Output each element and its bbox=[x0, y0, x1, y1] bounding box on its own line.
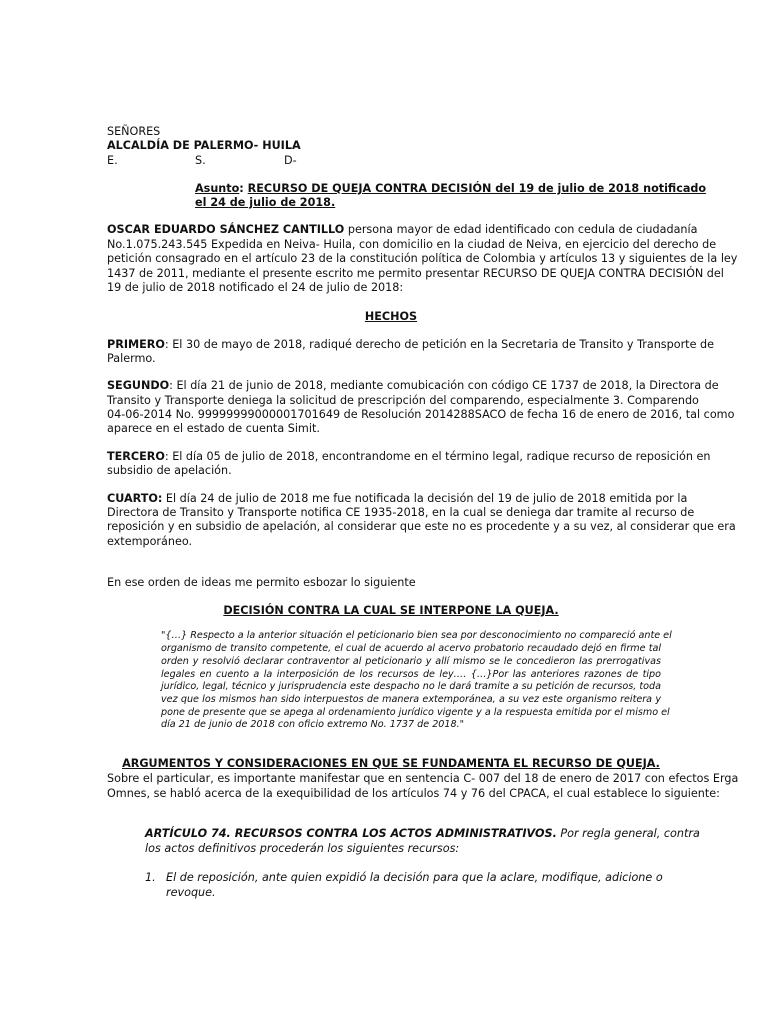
section-title-hechos: HECHOS bbox=[364, 310, 418, 323]
article-line-1: ARTÍCULO 74. RECURSOS CONTRA LOS ACTOS ADMINISTRATIVOS. Por regla general, contra bbox=[145, 827, 700, 840]
subject-line-2: el 24 de julio de 2018. bbox=[195, 196, 336, 209]
quote-line-5: jurídico, legal, técnico y jurisprudencia este despacho no le dará tramite a su petición de recursos, toda bbox=[161, 681, 661, 692]
segundo-line-3: 04-06-2014 No. 99999999000001701649 de Resolución 2014288SACO de fecha 16 de enero de 2016, tal como bbox=[107, 408, 735, 421]
esd-e: E. bbox=[107, 154, 118, 167]
subject-label: Asunto bbox=[195, 182, 240, 195]
intro-line-2: No.1.075.243.545 Expedida en Neiva- Huila, con domicilio en la ciudad de Neiva, en ejercicio del derecho de bbox=[107, 238, 717, 251]
section-title-argumentos: ARGUMENTOS Y CONSIDERACIONES EN QUE SE FUNDAMENTA EL RECURSO DE QUEJA. bbox=[122, 757, 660, 770]
argumentos-line-2: Omnes, se habló acerca de la exequibilidad de los artículos 74 y 76 del CPACA, el cual establece lo siguiente: bbox=[107, 787, 720, 800]
intro-line-4: 1437 de 2011, mediante el presente escrito me permito presentar RECURSO DE QUEJA CONTRA DECISIÓN del bbox=[107, 267, 724, 280]
transition-sentence: En ese orden de ideas me permito esbozar lo siguiente bbox=[107, 576, 416, 589]
salutation: SEÑORES bbox=[107, 125, 161, 138]
argumentos-line-1: Sobre el particular, es importante manifestar que en sentencia C- 007 del 18 de enero de 2017 con efectos Erga bbox=[107, 772, 739, 785]
segundo-line-2: Transito y Transporte deniega la solicitud de prescripción del comparendo, especialmente 3. Comparendo bbox=[107, 394, 699, 407]
quote-line-8: día 21 de junio de 2018 con oficio extremo No. 1737 de 2018." bbox=[161, 719, 465, 730]
quote-line-7: pone de presente que se apega al ordenamiento jurídico vigente y a la respuesta emitida por el mismo el bbox=[161, 707, 670, 718]
quote-line-4: legales en cuento a la interposición de los recursos de ley…. {…}Por las anteriores razones de tipo bbox=[161, 669, 661, 680]
tercero-line-1: TERCERO: El día 05 de julio de 2018, encontrandome en el término legal, radique recurso de reposición en bbox=[107, 450, 711, 463]
intro-line-1: OSCAR EDUARDO SÁNCHEZ CANTILLO persona mayor de edad identificado con cedula de ciudadanía bbox=[107, 223, 698, 236]
subject-line-1: Asunto: RECURSO DE QUEJA CONTRA DECISIÓN del 19 de julio de 2018 notificado bbox=[195, 182, 707, 195]
cuarto-line-1: CUARTO: El día 24 de julio de 2018 me fue notificada la decisión del 19 de julio de 2018 emitida por la bbox=[107, 492, 688, 505]
quote-line-6: vez que los mismos han sido interpuestos de manera extemporánea, a su vez este organismo reitera y bbox=[161, 694, 661, 705]
article-line-2: los actos definitivos procederán los siguientes recursos: bbox=[145, 842, 460, 855]
section-title-decision: DECISIÓN CONTRA LA CUAL SE INTERPONE LA QUEJA. bbox=[223, 604, 559, 617]
segundo-line-4: aparece en el estado de cuenta Simit. bbox=[107, 422, 320, 435]
quote-line-1: "{…} Respecto a la anterior situación el peticionario bien sea por desconocimiento no compareció ante el bbox=[161, 630, 672, 641]
intro-line-5: 19 de julio de 2018 notificado el 24 de julio de 2018: bbox=[107, 281, 404, 294]
primero-line-1: PRIMERO: El 30 de mayo de 2018, radiqué derecho de petición en la Secretaria de Transito y Transporte de bbox=[107, 338, 714, 351]
tercero-line-2: subsidio de apelación. bbox=[107, 464, 232, 477]
intro-line-3: petición consagrado en el artículo 23 de la constitución política de Colombia y artículos 13 y siguientes de la ley bbox=[107, 252, 738, 265]
article-item-line-2: revoque. bbox=[166, 886, 216, 899]
quote-line-2: organismo de transito competente, el cual de acuerdo al acervo probatorio recaudado dejó en firme tal bbox=[161, 643, 661, 654]
cuarto-line-2: Directora de Transito y Transporte notifica CE 1935-2018, en la cual se deniega dar tramite al recurso de bbox=[107, 506, 695, 519]
esd-d: D- bbox=[284, 154, 297, 167]
primero-line-2: Palermo. bbox=[107, 352, 156, 365]
quote-line-3: orden y resolvió declarar contraventor al peticionario y allí mismo se le concedieron las prerrogativas bbox=[161, 656, 661, 667]
segundo-line-1: SEGUNDO: El día 21 de junio de 2018, mediante comubicación con código CE 1737 de 2018, la Directora de bbox=[107, 379, 719, 392]
petitioner-name: OSCAR EDUARDO SÁNCHEZ CANTILLO bbox=[107, 223, 345, 236]
article-heading: ARTÍCULO 74. RECURSOS CONTRA LOS ACTOS ADMINISTRATIVOS. bbox=[145, 827, 557, 840]
esd-s: S. bbox=[195, 154, 206, 167]
cuarto-line-4: extemporáneo. bbox=[107, 535, 193, 548]
article-item-line-1: El de reposición, ante quien expidió la decisión para que la aclare, modifique, adicione o bbox=[166, 871, 663, 884]
cuarto-line-3: reposición y en subsidio de apelación, al considerar que este no es procedente y a su vez, al considerar que era bbox=[107, 520, 736, 533]
recipient: ALCALDÍA DE PALERMO- HUILA bbox=[107, 139, 301, 152]
subject-text: RECURSO DE QUEJA CONTRA DECISIÓN del 19 de julio de 2018 notificado bbox=[247, 182, 707, 195]
article-item-number: 1. bbox=[145, 871, 156, 884]
